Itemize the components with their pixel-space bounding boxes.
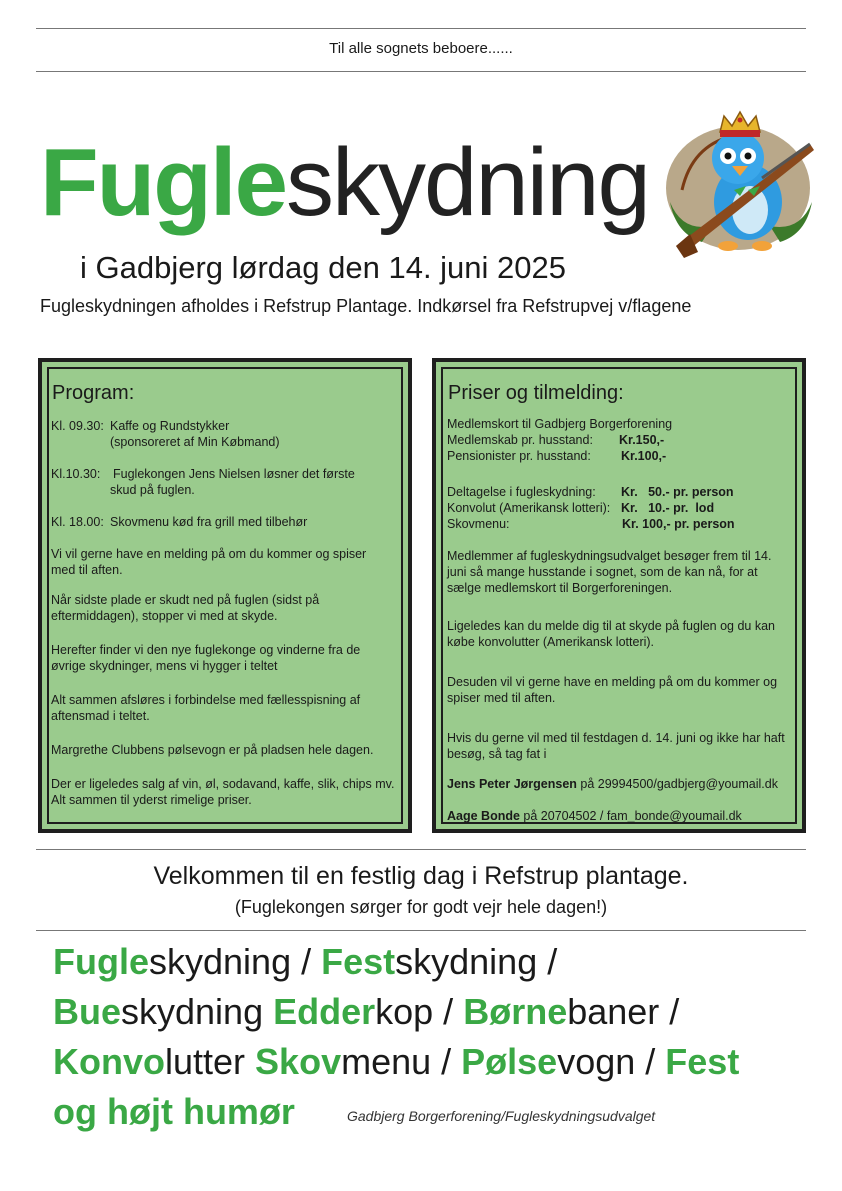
footer-signature: Gadbjerg Borgerforening/Fugleskydningsudvalget (347, 1108, 656, 1124)
contact-name: Aage Bonde (447, 809, 520, 823)
fee-row (447, 516, 787, 532)
prices-paragraph: Medlemmer af fugleskydningsudvalget besøger frem til 14. juni så mange husstande i sognet, som de kan nå, for at sælge medlemskort til Borgerforeningen. (447, 549, 772, 595)
activity-word: Børne (463, 991, 568, 1032)
membership-title: Medlemskort til Gadbjerg Borgerforening (447, 417, 673, 431)
activity-word: Fest (321, 941, 396, 982)
program-heading: Program: (52, 382, 135, 404)
prices-paragraph: Hvis du gerne vil med til festdagen d. 14. juni og ikke har haft besøg, så tag fat i (447, 731, 785, 761)
program-paragraph: Margrethe Clubbens pølsevogn er på pladsen hele dagen. (51, 743, 374, 757)
activity-word: skydning (121, 991, 274, 1032)
fee-label: Konvolut (Amerikansk lotteri): (447, 501, 611, 515)
welcome-subline: (Fuglekongen sørger for godt vejr hele dagen!) (234, 897, 608, 917)
program-text: Kaffe og Rundstykker (110, 419, 230, 433)
activity-word: baner / (567, 991, 680, 1032)
program-time: Kl.10.30: (51, 467, 101, 481)
contact-name: Jens Peter Jørgensen (447, 777, 577, 791)
title-green: Fugle (40, 129, 286, 236)
activity-word: lutter (165, 1041, 256, 1082)
membership-row (447, 432, 787, 448)
contact-info: på 29994500/gadbjerg@youmail.dk (576, 777, 778, 791)
prices-paragraph: Desuden vil vi gerne have en melding på om du kommer og spiser med til aften. (447, 675, 778, 705)
program-paragraph: Alt sammen afsløres i forbindelse med fællesspisning af aftensmad i teltet. (51, 693, 361, 723)
header-rule (36, 71, 806, 72)
activities-line-4 (53, 1092, 295, 1132)
program-paragraph: Vi vil gerne have en melding på om du kommer og spiser med til aften. (51, 547, 367, 577)
price-label: Medlemskab pr. husstand: (447, 433, 593, 447)
activity-word: Edder (273, 991, 376, 1032)
prices-heading: Priser og tilmelding: (448, 382, 624, 404)
fee-amount: Kr. 100,- pr. person (622, 517, 735, 531)
program-time: Kl. 18.00: (51, 515, 104, 529)
activities-line-1 (53, 942, 557, 982)
fee-row (447, 500, 787, 516)
activity-word: kop / (375, 991, 464, 1032)
page-title (40, 128, 649, 238)
price-label: Pensionister pr. husstand: (447, 449, 591, 463)
activity-word: Fest (665, 1041, 740, 1082)
date-subtitle: i Gadbjerg lørdag den 14. juni 2025 (80, 250, 566, 285)
program-item-0930-cont: (sponsoreret af Min Købmand) (110, 435, 280, 449)
welcome-line: Velkommen til en festlig dag i Refstrup plantage. (153, 862, 689, 890)
fee-label: Deltagelse i fugleskydning: (447, 485, 596, 499)
fee-amount: Kr. 50.- pr. person (621, 485, 734, 499)
activity-word: Pølse (461, 1041, 558, 1082)
activity-word: skydning / (149, 941, 322, 982)
program-text: Fuglekongen Jens Nielsen løsner det første (113, 467, 355, 481)
program-item-1800 (51, 514, 308, 530)
contact-row (447, 776, 778, 792)
fee-row (447, 484, 787, 500)
prices-box (432, 358, 806, 833)
fee-label: Skovmenu: (447, 517, 510, 531)
activity-word: menu / (341, 1041, 462, 1082)
activity-word: og højt humør (53, 1091, 295, 1132)
crowned-bird-with-rifle-icon (662, 106, 822, 262)
program-time: Kl. 09.30: (51, 419, 104, 433)
title-black: skydning (285, 129, 649, 236)
activity-word: skydning / (395, 941, 558, 982)
contact-row (447, 808, 742, 824)
program-paragraph: Herefter finder vi den nye fuglekonge og vinderne fra de øvrige skydninger, mens vi hygger i teltet (51, 643, 361, 673)
price-amount: Kr.100,- (621, 449, 667, 463)
activity-word: Skov (255, 1041, 342, 1082)
activity-word: vogn / (557, 1041, 666, 1082)
welcome-top-rule (36, 849, 806, 850)
program-item-0930 (51, 418, 230, 434)
activity-word: Fugle (53, 941, 149, 982)
welcome-bottom-rule (36, 930, 806, 931)
program-paragraph: Der er ligeledes salg af vin, øl, sodavand, kaffe, slik, chips mv. Alt sammen til yderst rimelige priser. (51, 777, 395, 807)
prices-paragraph: Ligeledes kan du melde dig til at skyde på fuglen og du kan købe konvolutter (Amerikansk lotteri). (447, 619, 776, 649)
activity-word: Konvo (53, 1041, 165, 1082)
header-line: Til alle sognets beboere...... (329, 40, 513, 57)
program-text: Skovmenu kød fra grill med tilbehør (110, 515, 308, 529)
fee-amount: Kr. 10.- pr. lod (621, 501, 715, 515)
activities-line-2 (53, 992, 679, 1032)
contact-info: på 20704502 / fam_bonde@youmail.dk (519, 809, 742, 823)
price-amount: Kr.150,- (619, 433, 665, 447)
membership-row (447, 448, 787, 464)
location-text: Fugleskydningen afholdes i Refstrup Plantage. Indkørsel fra Refstrupvej v/flagene (40, 296, 692, 316)
program-item-1030 (51, 466, 355, 482)
program-paragraph: Når sidste plade er skudt ned på fuglen (sidst på eftermiddagen), stopper vi med at skyde. (51, 593, 320, 623)
top-rule (36, 28, 806, 29)
program-item-1030-cont: skud på fuglen. (110, 483, 195, 497)
program-box (38, 358, 412, 833)
activities-line-3 (53, 1042, 739, 1082)
activity-word: Bue (53, 991, 122, 1032)
